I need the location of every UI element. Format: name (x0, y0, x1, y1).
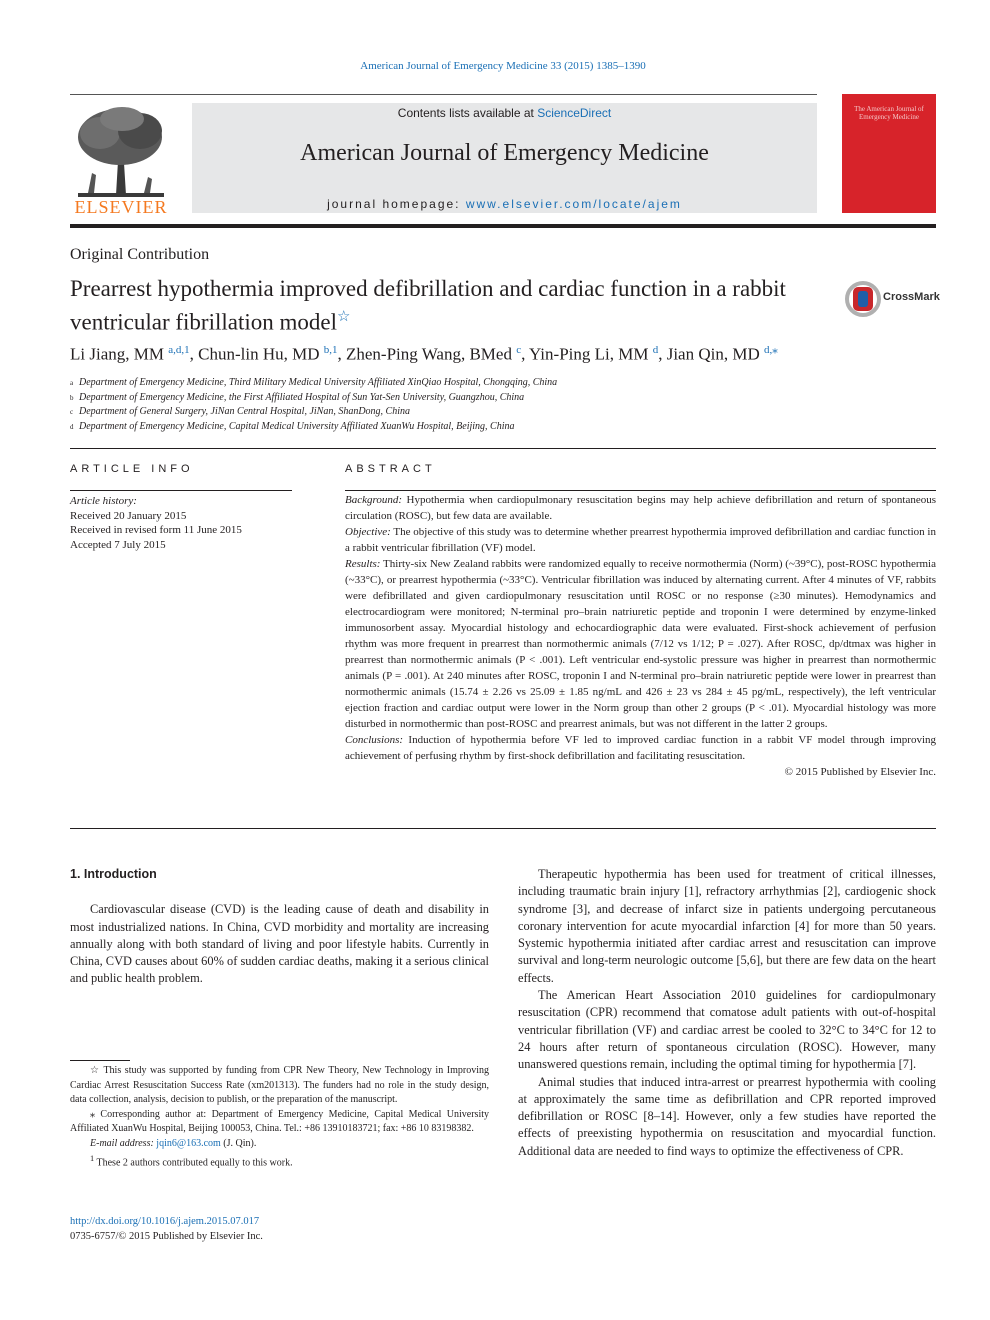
article-info-rule (70, 490, 292, 491)
affiliation-key: a (70, 379, 74, 387)
contents-line (192, 106, 817, 120)
body-paragraph: Animal studies that induced intra-arrest or prearrest hypothermia with cooling at approximately the same time as defibrillation and CPR reported improved defibrillation or ROSC [8–14]. However, only a few studies have reported the effects of preexisting hypothermia on resuscitation and myocardial function. Additional data are needed to find ways to optimize the effectiveness of CPR. (518, 1074, 936, 1158)
email-link[interactable]: jqin6@163.com (156, 1137, 221, 1149)
results-label: Results: (345, 558, 381, 570)
equal-contribution-footnote (70, 1152, 489, 1171)
funding-footnote-text: This study was supported by funding from CPR New Theory, New Technology in Improving Cardiac Arrest Resuscitation Success Rate (xm201313). The funders had no role in the study design, data collection, analysis, decision to publish, or the preparation of the manuscript. (70, 1065, 490, 1106)
results-text: Thirty-six New Zealand rabbits were randomized equally to receive normothermia (Norm) (~39°C), post-ROSC hypothermia (~33°C), or prearrest hypothermia (~33°C). Ventricular fibrillation was induced by alternating current. After 4 minutes of VF, rabbits were defibrillated and given cardiopulmonary resuscitation until ROSC or no response (≥30 minutes). Hemodynamics and electrocardiogram were monitored; N-terminal pro–brain natriuretic peptide and troponin I were determined by enzyme-linked immunosorbent assay. Myocardial histology and echocardiographic data were evaluated. First-shock achievement of perfusion rhythm was more frequent in prearrest than normothermic animals (7/12 vs 1/12; P = .027). After ROSC, dp/dtmax was higher in prearrest than normothermic animals (P < .001). Left ventricular end-systolic pressure was higher in prearrest than normothermic animals (P = .001). At 240 minutes after ROSC, troponin I and N-terminal pro–brain natriuretic peptide were lower in prearrest than normothermic animals (15.74 ± 2.26 vs 25.09 ± 1.85 ng/mL and 426 ± 23 vs 284 ± 45 pg/mL, respectively), the left ventricular ejection fraction and cardiac output were lower in the Norm group than other 2 groups (P < .01). Myocardial histology was more disturbed in normothermic than post-ROSC and prearrest animals, but was not different in the latter 2 groups. (345, 558, 936, 730)
body-paragraph: The American Heart Association 2010 guidelines for cardiopulmonary resuscitation (CPR) recommend that comatose adult patients with out-of-hospital ventricular fibrillation (VF) and cardiac arrest be cooled to 32°C to 34°C for 12 to 24 hours after return of spontaneous circulation (ROSC). However, many unanswered questions remain, including the optimal timing for hypothermia [7]. (518, 988, 936, 1072)
conclusions-text: Induction of hypothermia before VF led to improved cardiac function in a rabbit VF model through improving achievement of perfusing rhythm by first-shock defibrillation and facilitating resuscitation. (345, 734, 936, 762)
author-affil-sup[interactable]: d (652, 344, 659, 356)
conclusions-label: Conclusions: (345, 734, 404, 746)
article-title-text: Prearrest hypothermia improved defibrillation and cardiac function in a rabbit ventricular fibrillation model (70, 276, 786, 335)
accepted-date: Accepted 7 July 2015 (70, 538, 166, 551)
affiliation-key: d (70, 422, 74, 431)
author-affil-sup[interactable]: d,⁎ (764, 344, 778, 356)
affiliation-text: Department of Emergency Medicine, Third Military Medical University Affiliated XinQiao Hospital, Chongqing, China (79, 377, 558, 388)
author-name: Chun-lin Hu, MD (198, 344, 324, 364)
abstract-conclusions (345, 732, 936, 764)
corresponding-footnote (70, 1108, 489, 1137)
issn-copyright: 0735-6757/© 2015 Published by Elsevier Inc. (70, 1231, 263, 1242)
background-label: Background: (345, 494, 403, 506)
author-list (70, 343, 936, 365)
author-affil-sup[interactable]: c (516, 344, 522, 356)
email-label: E-mail address: (90, 1137, 154, 1149)
journal-title: American Journal of Emergency Medicine (300, 140, 709, 166)
crossmark-badge[interactable] (845, 281, 940, 317)
journal-citation[interactable]: American Journal of Emergency Medicine 33 (2015) 1385–1390 (360, 60, 646, 72)
affiliations-rule (70, 448, 936, 449)
abstract-body (345, 492, 936, 780)
email-footnote (70, 1137, 489, 1152)
left-column (70, 866, 489, 988)
abstract-rule (345, 490, 936, 491)
footnote-rule (70, 1060, 130, 1061)
title-footnote-mark[interactable]: ☆ (336, 309, 351, 325)
objective-label: Objective: (345, 526, 391, 538)
sciencedirect-link[interactable]: ScienceDirect (537, 106, 612, 120)
author-name: Li Jiang, MM (70, 344, 169, 364)
header-top-rule (70, 94, 817, 95)
affiliation-item (70, 420, 936, 435)
footnotes (70, 1064, 489, 1170)
equal-footnote-text: These 2 authors contributed equally to this work. (96, 1156, 293, 1168)
affiliation-key: b (70, 393, 74, 402)
article-type: Original Contribution (70, 246, 210, 263)
crossmark-icon-blue (858, 291, 868, 307)
introduction-heading: 1. Introduction (70, 867, 157, 881)
revised-date: Received in revised form 11 June 2015 (70, 524, 242, 537)
homepage-label: journal homepage: (327, 197, 466, 211)
funding-footnote (70, 1064, 489, 1108)
crossmark-label: CrossMark (883, 291, 940, 303)
author-separator: , (521, 344, 529, 364)
funding-footnote-mark: ☆ (90, 1065, 101, 1076)
equal-footnote-mark: 1 (90, 1153, 95, 1163)
objective-text: The objective of this study was to determine whether prearrest hypothermia improved defibrillation and cardiac function in a rabbit ventricular fibrillation (VF) model. (345, 526, 936, 554)
article-info-heading: ARTICLE INFO (70, 463, 194, 475)
abstract-objective (345, 524, 936, 556)
email-suffix: (J. Qin). (220, 1137, 257, 1149)
author-separator: , (337, 344, 346, 364)
affiliation-item (70, 405, 936, 420)
contents-prefix: Contents lists available at (397, 106, 538, 120)
received-date: Received 20 January 2015 (70, 509, 187, 522)
journal-homepage (192, 197, 817, 211)
article-title (70, 274, 830, 337)
history-label: Article history: (70, 495, 137, 507)
doi-link[interactable]: http://dx.doi.org/10.1016/j.ajem.2015.07.017 (70, 1216, 260, 1227)
homepage-link[interactable]: www.elsevier.com/locate/ajem (465, 197, 682, 211)
abstract-background (345, 492, 936, 524)
affiliation-item (70, 376, 936, 391)
author-affil-sup[interactable]: a,d,1 (168, 344, 190, 356)
author-separator: , (189, 344, 199, 364)
body-paragraph: Therapeutic hypothermia has been used for treatment of critical illnesses, including traumatic brain injury [1], refractory arrhythmias [2], cardiogenic shock syndrome [3], and decrease of infarct size in patients undergoing percutaneous coronary intervention for acute myocardial infarction [4] for more than 50 years. Systemic hypothermia initiated after cardiac arrest and resuscitation can improve survival and long-term neurologic outcome [5,6], but there are few data on the heart effects. (518, 867, 936, 985)
author-name: Jian Qin, MD (666, 344, 764, 364)
affiliation-text: Department of Emergency Medicine, the First Affiliated Hospital of Sun Yat-Sen University, Guangzhou, China (79, 391, 525, 403)
corresponding-footnote-text: Corresponding author at: Department of Emergency Medicine, Capital Medical University Affiliated XuanWu Hospital, Beijing 100053, China. Tel.: +86 13910183721; fax: +86 10 83198382. (70, 1108, 489, 1135)
affiliation-text: Department of Emergency Medicine, Capital Medical University Affiliated XuanWu Hospital, Beijing, China (79, 420, 515, 432)
abstract-results (345, 556, 936, 732)
intro-paragraph: Cardiovascular disease (CVD) is the leading cause of death and disability in most industrialized nations. In China, CVD morbidity and mortality are increasing annually along with both standard of living and poor lifestyle habits. Currently in China, CVD causes about 60% of sudden cardiac deaths, making it a serious clinical and public health problem. (70, 902, 489, 986)
affiliations (70, 376, 936, 434)
affiliation-item (70, 391, 936, 406)
abstract-bottom-rule (70, 828, 936, 829)
author-name: Yin-Ping Li, MM (528, 344, 653, 364)
affiliation-key: c (70, 408, 74, 416)
right-column (518, 866, 936, 1160)
article-history (70, 494, 295, 552)
abstract-copyright: © 2015 Published by Elsevier Inc. (784, 766, 936, 778)
abstract-heading: ABSTRACT (345, 463, 436, 475)
author-separator: , (658, 344, 667, 364)
publisher-name: ELSEVIER (74, 197, 168, 217)
cover-title: The American Journal of Emergency Medicine (854, 105, 924, 121)
corresponding-footnote-mark: ⁎ (90, 1108, 95, 1120)
affiliation-text: Department of General Surgery, JiNan Central Hospital, JiNan, ShanDong, China (79, 406, 411, 417)
author-name: Zhen-Ping Wang, BMed (346, 344, 517, 364)
author-affil-sup[interactable]: b,1 (323, 344, 338, 356)
background-text: Hypothermia when cardiopulmonary resuscitation begins may help achieve defibrillation and return of spontaneous circulation (ROSC), but few data are available. (345, 494, 936, 522)
article-footer (70, 1214, 489, 1244)
header-thick-rule (70, 224, 936, 228)
